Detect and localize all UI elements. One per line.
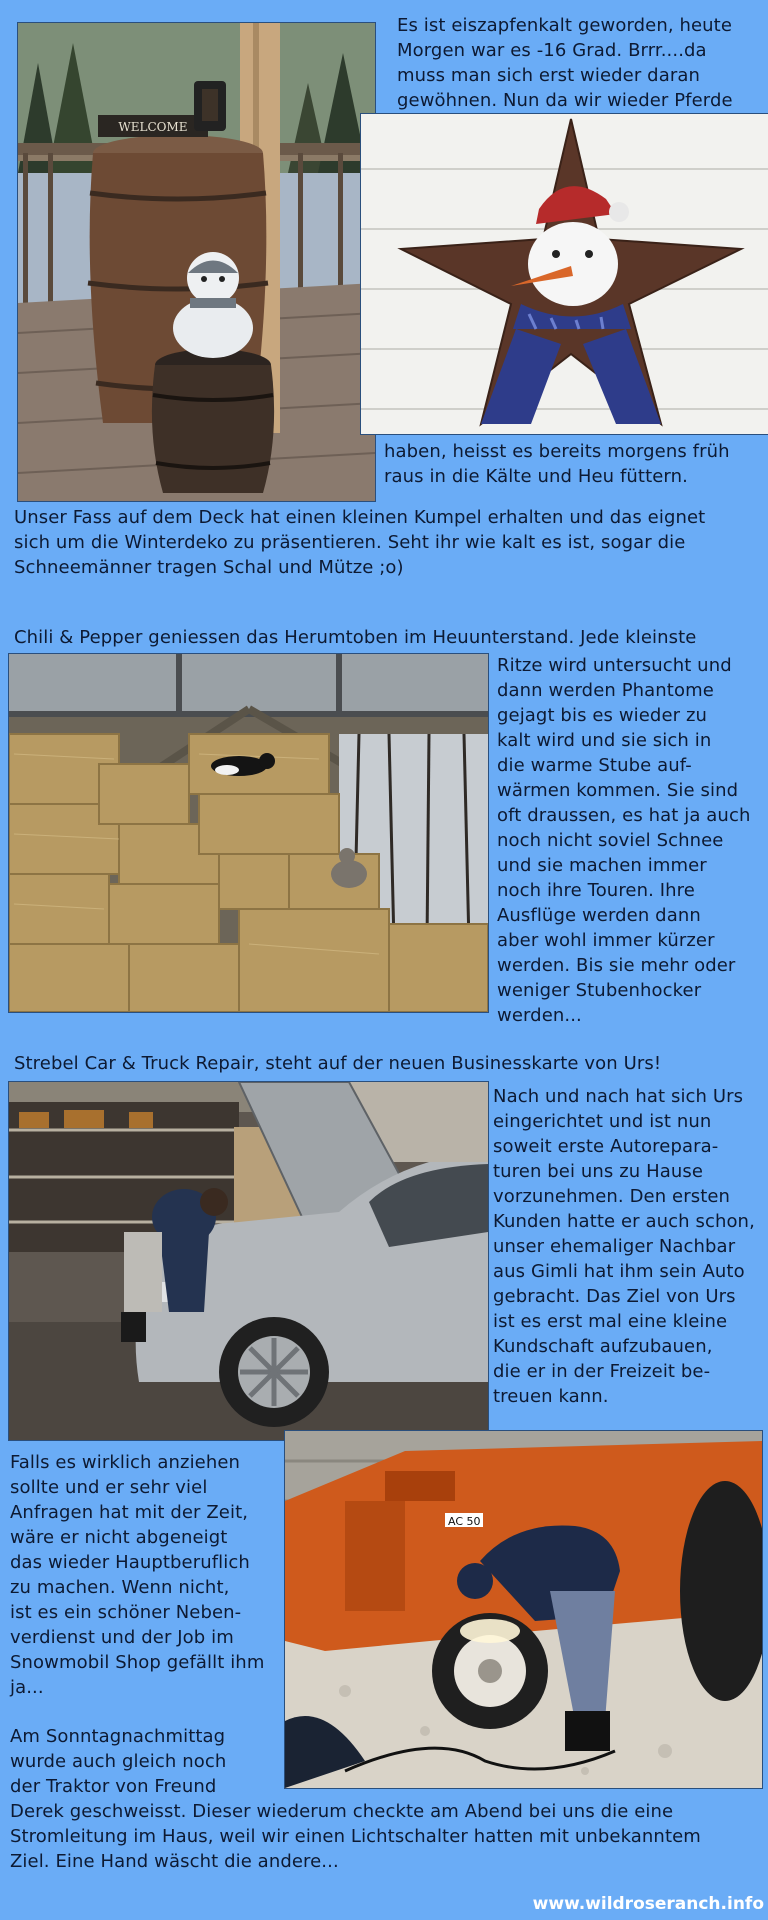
cats-text: Ritze wird untersucht und dann werden Phantome gejagt bis es wieder zu kalt wird und sie sich in die warme Stube auf- wärmen kommen. Sie sind oft draussen, es hat ja auch noch nicht soviel Schnee und sie machen immer noch ihre Touren. Ihre Ausflüge werden dann aber wohl immer kürzer werden. Bis sie mehr oder weniger Stubenhocker werden... — [497, 655, 751, 1026]
photo-cats-hay — [8, 653, 489, 1013]
repair-heading: Strebel Car & Truck Repair, steht auf der neuen Businesskarte von Urs! — [14, 1053, 662, 1074]
tractor-text-1: Falls es wirklich anziehen sollte und er sehr viel Anfragen hat mit der Zeit, wäre er nicht abgeneigt das wieder Hauptberuflich zu machen. Wenn nicht, ist es ein schöner Neben- verdienst und der Job im Snowmobil Shop gefällt ihm ja... — [10, 1452, 265, 1698]
tractor-text-2: Am Sonntagnachmittag wurde auch gleich noch der Traktor von Freund — [10, 1726, 227, 1797]
intro-text-below: Unser Fass auf dem Deck hat einen kleinen Kumpel erhalten und das eignet sich um die Winterdeko zu präsentieren. Seht ihr wie kalt es ist, sogar die Schneemänner tragen Schal und Mütze ;o) — [14, 507, 706, 578]
photo-star-snowman — [360, 113, 768, 435]
intro-text-after-star: haben, heisst es bereits morgens früh raus in die Kälte und Heu füttern. — [384, 441, 730, 487]
welcome-sign-text: WELCOME — [118, 120, 188, 134]
photo-car-repair — [8, 1081, 489, 1441]
footer-url-link[interactable]: www.wildroseranch.info — [532, 1894, 764, 1914]
tractor-text-bottom: Derek geschweisst. Dieser wiederum checkte am Abend bei uns die eine Stromleitung im Haus, weil wir einen Lichtschalter hatten mit unbekanntem Ziel. Eine Hand wäscht die andere... — [10, 1801, 701, 1872]
cats-heading: Chili & Pepper geniessen das Herumtoben im Heuunterstand. Jede kleinste — [14, 627, 697, 648]
tractor-label: AC 50 — [448, 1515, 481, 1528]
photo-tractor-welding — [284, 1430, 763, 1789]
repair-text: Nach und nach hat sich Urs eingerichtet und ist nun soweit erste Autorepara- turen bei uns zu Hause vorzunehmen. Den ersten Kunden hatte er auch schon, unser ehemaliger Nachbar aus Gimli hat ihm sein Auto gebracht. Das Ziel von Urs ist es erst mal eine kleine Kundschaft aufzubauen, die er in der Freizeit be- treuen kann. — [493, 1086, 755, 1407]
intro-text-top: Es ist eiszapfenkalt geworden, heute Morgen war es -16 Grad. Brrr....da muss man sich erst wieder daran gewöhnen. Nun da wir wieder Pferde — [397, 15, 733, 111]
photo-barrels-snowman — [17, 22, 376, 502]
